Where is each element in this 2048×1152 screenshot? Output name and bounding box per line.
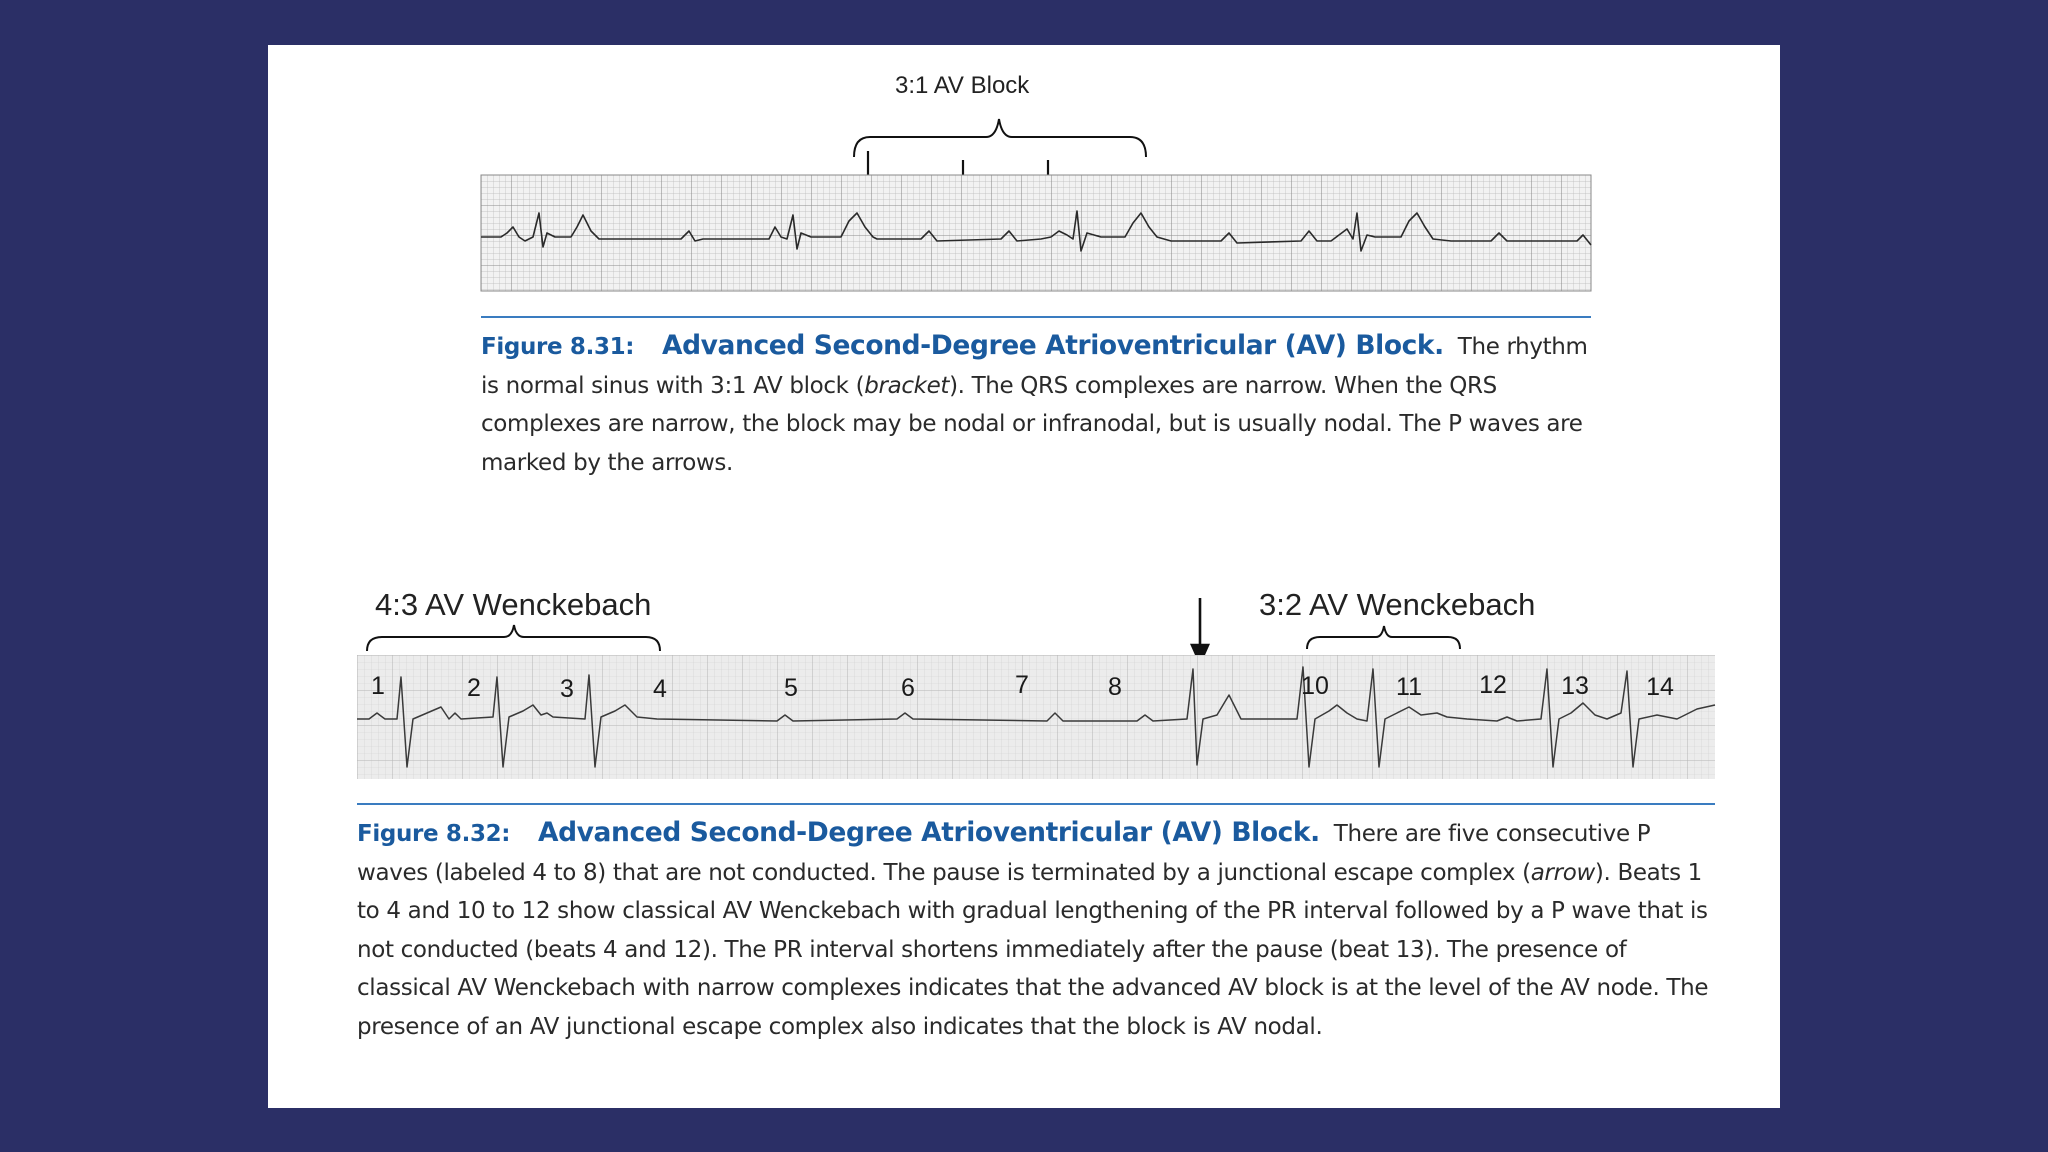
beat-label: 5 [784, 674, 798, 702]
figure1-annotation: 3:1 AV Block [895, 72, 1030, 99]
figure2-annotation-left: 4:3 AV Wenckebach [375, 587, 652, 622]
figure1-caption-italic: bracket [864, 372, 950, 399]
beat-label: 8 [1108, 673, 1122, 701]
figure1-caption-text-2: ). The QRS complexes are narrow. When the QRS complexes are narrow, the block may be nodal or infranodal, but is usually nodal. The P waves are marked by the arrows. [481, 372, 1583, 476]
beat-label: 14 [1646, 673, 1674, 701]
figure2-caption [357, 814, 1719, 1046]
figure1-title: Advanced Second-Degree Atrioventricular (AV) Block. [662, 330, 1444, 361]
beat-label: 3 [560, 675, 574, 703]
figure2-brackets [268, 45, 1780, 745]
beat-label: 4 [653, 675, 667, 703]
figure1-caption-text-1: The rhythm is normal sinus with 3:1 AV block ( [481, 334, 1588, 399]
beat-label: 12 [1479, 671, 1507, 699]
document-page [268, 45, 1780, 1108]
beat-label: 6 [901, 674, 915, 702]
figure2-caption-text-1: There are five consecutive P waves (labeled 4 to 8) that are not conducted. The pause is terminated by a junctional escape complex ( [357, 821, 1651, 886]
figure2-title: Advanced Second-Degree Atrioventricular (AV) Block. [538, 817, 1320, 848]
figure2-divider [357, 803, 1715, 805]
figure1-number: Figure 8.31: [481, 334, 635, 360]
beat-label: 13 [1561, 672, 1589, 700]
beat-label: 10 [1301, 672, 1329, 700]
beat-label: 1 [371, 672, 385, 700]
beat-label: 2 [467, 674, 481, 702]
figure2-caption-text-2: ). Beats 1 to 4 and 10 to 12 show classical AV Wenckebach with gradual lengthening of the PR interval followed by a P wave that is not conducted (beats 4 and 12). The PR interval shortens immediately after the pause (beat 13). The presence of classical AV Wenckebach with narrow complexes indicates that the advanced AV block is at the level of the AV node. The presence of an AV junctional escape complex also indicates that the block is AV nodal. [357, 859, 1709, 1040]
beat-label: 7 [1015, 671, 1029, 699]
figure2-caption-italic: arrow [1530, 859, 1595, 886]
figure2-annotation-right: 3:2 AV Wenckebach [1259, 587, 1536, 622]
figure2-number: Figure 8.32: [357, 821, 511, 847]
beat-label: 11 [1396, 673, 1422, 701]
